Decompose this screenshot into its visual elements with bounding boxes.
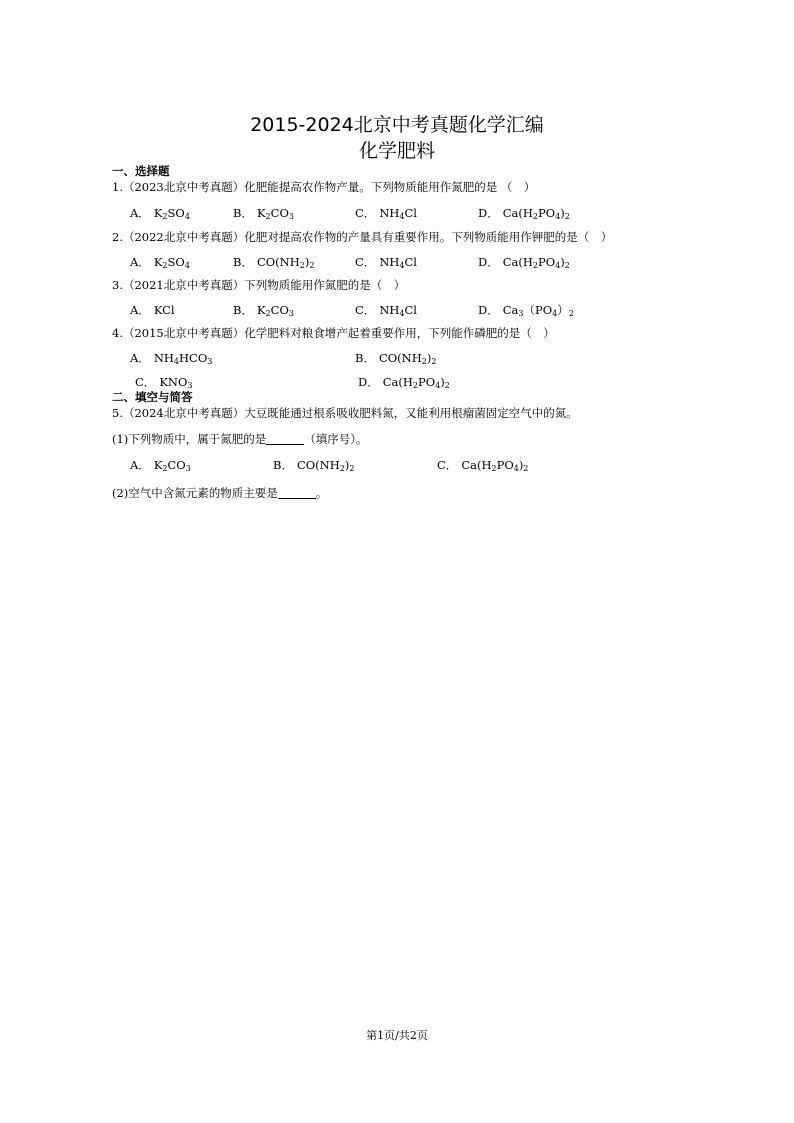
q4-option-b[interactable]	[355, 350, 436, 366]
option-label: B．	[355, 351, 375, 365]
option-formula: $NH_4Cl$	[379, 206, 417, 221]
option-formula: $NH_4Cl$	[379, 255, 417, 270]
question-1-stem: 1.（2023北京中考真题）化肥能提高农作物产量。下列物质能用作氮肥的是 （ ）	[112, 180, 536, 194]
q3-option-b[interactable]	[233, 302, 294, 318]
option-label: B．	[233, 206, 253, 220]
q5-option-b[interactable]	[273, 457, 354, 473]
option-label: B．	[233, 255, 253, 269]
option-label: C．	[135, 375, 156, 389]
doc-subtitle: 化学肥料	[358, 140, 435, 162]
option-formula: $CO(NH_2)_2$	[378, 351, 437, 366]
answer-blank-2[interactable]	[278, 486, 316, 499]
option-label: D．	[478, 206, 499, 220]
option-formula: $Ca_3(PO_4)_2$	[502, 303, 574, 318]
q1-option-c[interactable]	[355, 205, 417, 221]
option-formula: $CO(NH_2)_2$	[256, 255, 315, 270]
q2-option-a[interactable]	[130, 254, 190, 270]
section-heading-choice: 一、选择题	[112, 164, 170, 178]
q4-option-d[interactable]	[358, 374, 450, 390]
option-label: C．	[355, 255, 376, 269]
q3-option-c[interactable]	[355, 302, 417, 318]
q2-option-b[interactable]	[233, 254, 314, 270]
option-label: D．	[478, 303, 499, 317]
section-heading-fill: 二、填空与简答	[112, 390, 193, 404]
option-formula: $Ca(H_2PO_4)_2$	[382, 375, 450, 390]
option-formula: $NH_4HCO_3$	[153, 351, 213, 366]
option-label: D．	[478, 255, 499, 269]
option-label: D．	[358, 375, 379, 389]
q4-option-a[interactable]	[130, 350, 212, 366]
option-formula: $CO(NH_2)_2$	[296, 458, 355, 473]
option-formula: $K_2CO_3$	[153, 458, 191, 473]
option-formula: $Ca(H_2PO_4)_2$	[502, 206, 570, 221]
doc-title: 2015-2024北京中考真题化学汇编	[250, 114, 544, 136]
option-formula: $Ca(H_2PO_4)_2$	[502, 255, 570, 270]
option-formula: $KNO_3$	[159, 375, 193, 390]
question-2-stem: 2.（2022北京中考真题）化肥对提高农作物的产量具有重要作用。下列物质能用作钾肥的是（ ）	[112, 230, 613, 244]
question-5-sub2: (2)空气中含氮元素的物质主要是 。	[112, 486, 328, 500]
option-formula: $K_2CO_3$	[256, 206, 294, 221]
option-formula: $NH_4Cl$	[379, 303, 417, 318]
option-label: C．	[437, 458, 458, 472]
q1-option-a[interactable]	[130, 205, 190, 221]
q3-option-d[interactable]	[478, 302, 574, 318]
page-footer: 第1页/共2页	[366, 1029, 428, 1042]
q1-option-d[interactable]	[478, 205, 570, 221]
q1-option-b[interactable]	[233, 205, 294, 221]
option-formula: $K_2SO_4$	[153, 255, 190, 270]
question-4-stem: 4.（2015北京中考真题）化学肥料对粮食增产起着重要作用，下列能作磷肥的是（ ）	[112, 326, 555, 340]
option-formula: KCl	[153, 303, 175, 317]
question-3-stem: 3.（2021北京中考真题）下列物质能用作氮肥的是（ ）	[112, 278, 406, 292]
option-label: A．	[130, 255, 150, 269]
option-label: A．	[130, 303, 150, 317]
question-5-stem: 5.（2024北京中考真题）大豆既能通过根系吸收肥料氮，又能利用根瘤菌固定空气中的氮。	[112, 406, 578, 420]
option-formula: $K_2CO_3$	[256, 303, 294, 318]
option-label: C．	[355, 303, 376, 317]
option-label: A．	[130, 206, 150, 220]
option-label: A．	[130, 458, 150, 472]
answer-blank-1[interactable]	[266, 432, 304, 445]
option-label: C．	[355, 206, 376, 220]
q5-option-c[interactable]	[437, 457, 528, 473]
q2-option-d[interactable]	[478, 254, 570, 270]
question-5-sub1: (1)下列物质中，属于氮肥的是 （填序号）。	[112, 432, 368, 446]
q5-option-a[interactable]	[130, 457, 191, 473]
option-formula: $K_2SO_4$	[153, 206, 190, 221]
option-formula: $Ca(H_2PO_4)_2$	[461, 458, 529, 473]
option-label: B．	[273, 458, 293, 472]
q4-option-c[interactable]	[135, 374, 193, 390]
option-label: A．	[130, 351, 150, 365]
q2-option-c[interactable]	[355, 254, 417, 270]
q3-option-a[interactable]	[130, 302, 175, 318]
option-label: B．	[233, 303, 253, 317]
